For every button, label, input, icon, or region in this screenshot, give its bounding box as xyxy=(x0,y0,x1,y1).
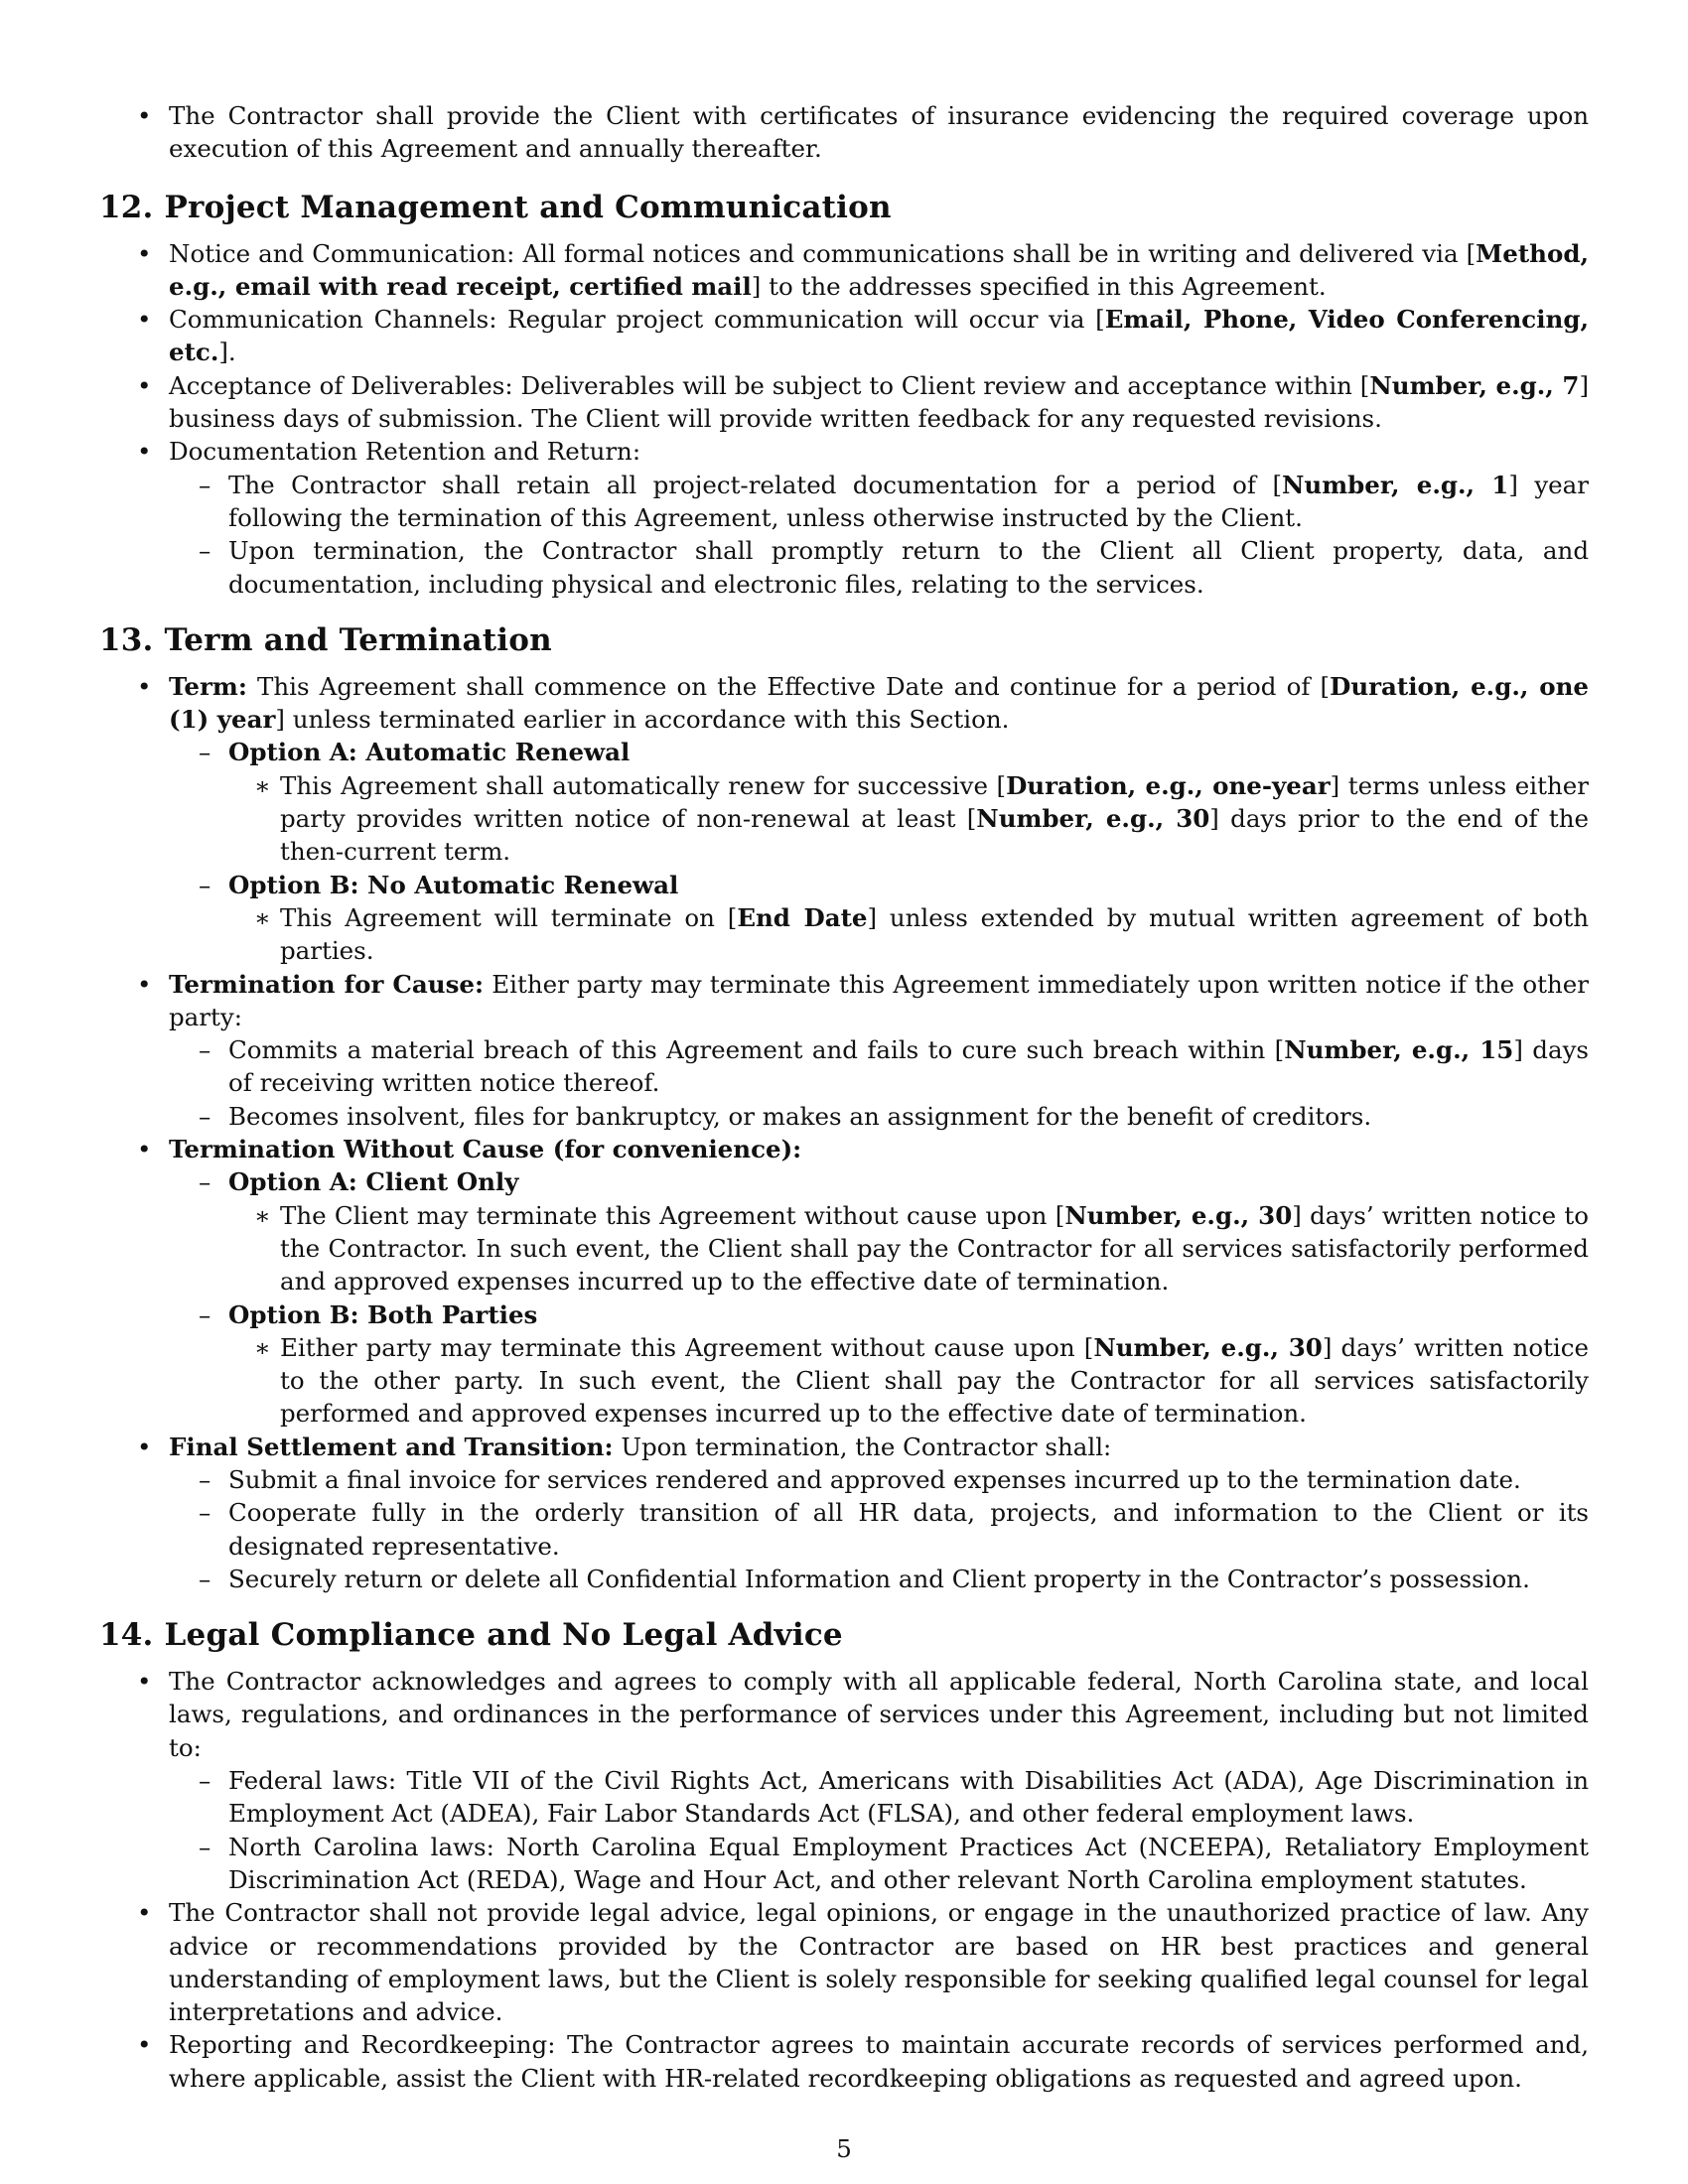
sub-item-option-a xyxy=(169,736,1589,868)
section-title: Project Management and Communication xyxy=(164,189,892,225)
sub-list xyxy=(169,1033,1589,1133)
sub-item-nc-laws: – North Carolina laws: North Carolina Equal Employment Practices Act (NCEEPA), Retaliatory Employment Discrimination Act (REDA), Wage and Hour Act, and other relevant North Carolina employment statutes. xyxy=(169,1831,1589,1897)
sub-sub-item: ∗ The Client may terminate this Agreement without cause upon [Number, e.g., 30] days’ written notice to the Contractor. In such event, the Client shall pay the Contractor for all services satisfactorily performed and approved expenses incurred up to the effective date of termination. xyxy=(228,1199,1589,1298)
sub-sub-list xyxy=(228,1331,1589,1431)
term-label: Term: xyxy=(169,671,247,701)
section-title: Term and Termination xyxy=(164,621,552,658)
section-title: Legal Compliance and No Legal Advice xyxy=(164,1617,843,1654)
sub-sub-item: ∗ This Agreement will terminate on [End Date] unless extended by mutual written agreement of both parties. xyxy=(228,901,1589,968)
sub-sub-list xyxy=(228,901,1589,968)
sub-item-federal-laws: – Federal laws: Title VII of the Civil Rights Act, Americans with Disabilities Act (ADA), Age Discrimination in Employment Act (ADEA), Fair Labor Standards Act (FLSA), and other federal employment laws. xyxy=(169,1764,1589,1831)
section-heading xyxy=(99,1615,1589,1655)
section-11-continuation xyxy=(99,99,1589,166)
sub-item-invoice: – Submit a final invoice for services rendered and approved expenses incurred up to the termination date. xyxy=(169,1463,1589,1496)
list-item-no-legal-advice: • The Contractor shall not provide legal advice, legal opinions, or engage in the unauthorized practice of law. Any advice or recommendations provided by the Contractor are based on HR best practices and general understanding of employment laws, but the Client is solely responsible for seeking qualified legal counsel for legal interpretations and advice. xyxy=(99,1896,1589,2028)
option-label: Option B: No Automatic Renewal xyxy=(228,870,679,899)
sub-sub-item: ∗ Either party may terminate this Agreement without cause upon [Number, e.g., 30] days’ written notice to the other party. In such event, the Client shall pay the Contractor for all services satisfactorily performed and approved expenses incurred up to the effective date of termination. xyxy=(228,1331,1589,1431)
section-number: 13. xyxy=(99,621,154,658)
sub-item-both-parties xyxy=(169,1298,1589,1431)
bullet-list xyxy=(99,670,1589,1595)
page-number: 5 xyxy=(836,2134,852,2163)
sub-item-retain: – The Contractor shall retain all project-related documentation for a period of [Number, e.g., 1] year following the termination of this Agreement, unless otherwise instructed by the Client. xyxy=(169,469,1589,535)
placeholder-method: Method, e.g., email with read receipt, certified mail xyxy=(169,238,1589,301)
list-item-term: • Term: This Agreement shall commence on the Effective Date and continue for a period of [Duration, e.g., one (1) year] unless terminated earlier in accordance with this Section. – Option A: Automatic Renewal ∗ This Agreement shall automatically renew for successive [Duration, e.g., one-year] terms unless either party provides written notice of non-renewal at least [Number, e.g., 30] days prior to the end of the then-current term. – Option B: No Automatic Renewal ∗ This Agreement will terminate on [End Date] unless extended by mutual written agreement of both parties. xyxy=(99,670,1589,968)
section-14 xyxy=(99,1615,1589,2095)
section-13 xyxy=(99,620,1589,1595)
sub-item-return-data: – Securely return or delete all Confidential Information and Client property in the Contractor’s possession. xyxy=(169,1563,1589,1595)
sub-item-breach: – Commits a material breach of this Agreement and fails to cure such breach within [Number, e.g., 15] days of receiving written notice thereof. xyxy=(169,1033,1589,1100)
document-page xyxy=(99,99,1589,2115)
sub-list xyxy=(169,1165,1589,1430)
section-number: 14. xyxy=(99,1617,154,1654)
without-cause-label: Termination Without Cause (for convenience): xyxy=(169,1135,802,1164)
sub-sub-item: ∗ This Agreement shall automatically renew for successive [Duration, e.g., one-year] terms unless either party provides written notice of non-renewal at least [Number, e.g., 30] days prior to the end of the then-current term. xyxy=(228,769,1589,869)
section-heading xyxy=(99,620,1589,660)
list-item-notice: • Notice and Communication: All formal notices and communications shall be in writing and delivered via [Method, e.g., email with read receipt, certified mail] to the addresses specified in this Agreement. xyxy=(99,237,1589,304)
list-item-insurance-certificates: • The Contractor shall provide the Client with certificates of insurance evidencing the required coverage upon execution of this Agreement and annually thereafter. xyxy=(99,99,1589,166)
sub-item-client-only xyxy=(169,1165,1589,1297)
sub-list xyxy=(169,469,1589,601)
list-item-termination-for-cause: • Termination for Cause: Either party may terminate this Agreement immediately upon written notice if the other party: – Commits a material breach of this Agreement and fails to cure such breach within [Number, e.g., 15] days of receiving written notice thereof. – Becomes insolvent, files for bankruptcy, or makes an assignment for the benefit of creditors. xyxy=(99,968,1589,1133)
cause-label: Termination for Cause: xyxy=(169,969,484,999)
list-item-compliance: • The Contractor acknowledges and agrees to comply with all applicable federal, North Carolina state, and local laws, regulations, and ordinances in the performance of services under this Agreement, including but not limited to: – Federal laws: Title VII of the Civil Rights Act, Americans with Disabilities Act (ADA), Age Discrimination in Employment Act (ADEA), Fair Labor Standards Act (FLSA), and other federal employment laws. – North Carolina laws: North Carolina Equal Employment Practices Act (NCEEPA), Retaliatory Employment Discrimination Act (REDA), Wage and Hour Act, and other relevant North Carolina employment statutes. xyxy=(99,1665,1589,1896)
sub-list xyxy=(169,1463,1589,1595)
option-label: Option B: Both Parties xyxy=(228,1299,538,1329)
sub-item-option-b xyxy=(169,869,1589,968)
sub-sub-list xyxy=(228,769,1589,869)
placeholder-duration: Duration, e.g., one (1) year xyxy=(169,671,1589,735)
list-item-reporting: • Reporting and Recordkeeping: The Contractor agrees to maintain accurate records of services performed and, where applicable, assist the Client with HR-related recordkeeping obligations as requested and agreed upon. xyxy=(99,2028,1589,2095)
section-number: 12. xyxy=(99,189,154,225)
sub-list xyxy=(169,1764,1589,1896)
sub-list xyxy=(169,736,1589,967)
list-item-termination-without-cause xyxy=(99,1133,1589,1431)
placeholder-number: Number, e.g., 30 xyxy=(1093,1332,1323,1362)
bullet-list xyxy=(99,99,1589,166)
list-item-retention: • Documentation Retention and Return: – The Contractor shall retain all project-related documentation for a period of [Number, e.g., 1] year following the termination of this Agreement, unless otherwise instructed by the Client. – Upon termination, the Contractor shall promptly return to the Client all Client property, data, and documentation, including physical and electronic files, relating to the services. xyxy=(99,435,1589,600)
option-label: Option A: Automatic Renewal xyxy=(228,738,631,767)
sub-item-return: – Upon termination, the Contractor shall promptly return to the Client all Client property, data, and documentation, including physical and electronic files, relating to the services. xyxy=(169,534,1589,601)
placeholder-number: Number, e.g., 7 xyxy=(1369,370,1580,400)
placeholder-number: Number, e.g., 15 xyxy=(1284,1035,1514,1065)
sub-sub-list xyxy=(228,1199,1589,1298)
placeholder-number: Number, e.g., 30 xyxy=(976,804,1210,834)
bullet-list xyxy=(99,237,1589,601)
list-item-final-settlement: • Final Settlement and Transition: Upon termination, the Contractor shall: – Submit a final invoice for services rendered and approved expenses incurred up to the termination date. – Cooperate fully in the orderly transition of all HR data, projects, and information to the Client or its designated representative. – Securely return or delete all Confidential Information and Client property in the Contractor’s possession. xyxy=(99,1431,1589,1595)
placeholder-number: Number, e.g., 30 xyxy=(1064,1200,1293,1230)
option-label: Option A: Client Only xyxy=(228,1167,519,1197)
list-item-acceptance: • Acceptance of Deliverables: Deliverables will be subject to Client review and acceptance within [Number, e.g., 7] business days of submission. The Client will provide written feedback for any requested revisions. xyxy=(99,369,1589,436)
placeholder-end-date: End Date xyxy=(737,902,868,932)
sub-item-insolvent: – Becomes insolvent, files for bankruptcy, or makes an assignment for the benefit of creditors. xyxy=(169,1100,1589,1133)
final-label: Final Settlement and Transition: xyxy=(169,1432,614,1461)
placeholder-duration: Duration, e.g., one-year xyxy=(1006,770,1331,800)
section-12 xyxy=(99,188,1589,601)
list-item-channels: • Communication Channels: Regular project communication will occur via [Email, Phone, Video Conferencing, etc.]. xyxy=(99,303,1589,369)
placeholder-number: Number, e.g., 1 xyxy=(1282,470,1509,499)
sub-item-transition: – Cooperate fully in the orderly transition of all HR data, projects, and information to the Client or its designated representative. xyxy=(169,1496,1589,1563)
section-heading xyxy=(99,188,1589,227)
placeholder-channels: Email, Phone, Video Conferencing, etc. xyxy=(169,305,1589,367)
bullet-list xyxy=(99,1665,1589,2095)
